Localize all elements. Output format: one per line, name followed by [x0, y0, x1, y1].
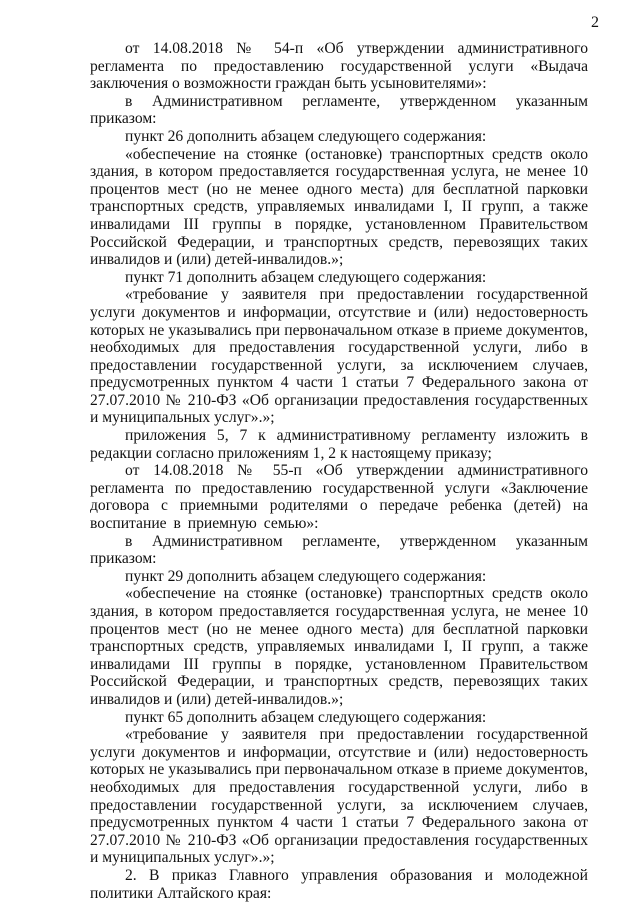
paragraph: 2. В приказ Главного управления образования и молодежной политики Алтайского края:	[90, 866, 588, 902]
paragraph: в Административном регламенте, утвержденном указанным приказом:	[90, 92, 588, 128]
paragraph: пункт 26 дополнить абзацем следующего содержания:	[125, 127, 487, 145]
paragraph: «требование у заявителя при предоставлении государственной услуги документов и информации, отсутствие и (или) недостоверность которых не указывались при первоначальном отказе в приеме документов, необходимых для предоставления государственной услуги, либо в предоставлении государственной услуги, за исключением случаев, предусмотренных пунктом 4 части 1 статьи 7 Федерального закона от 27.07.2010 № 210-ФЗ «Об организации предоставления государственных и муниципальных услуг».»;	[90, 286, 588, 427]
paragraph: от 14.08.2018 № 54-п «Об утверждении административного регламента по предоставлению государственной услуги «Выдача заключения о возможности граждан быть усыновителями»:	[90, 40, 588, 93]
document-body	[90, 40, 588, 902]
paragraph: пункт 71 дополнить абзацем следующего содержания:	[125, 268, 487, 286]
paragraph: от 14.08.2018 № 55-п «Об утверждении административного регламента по предоставлению государственной услуги «Заключение договора с приемными родителями о передаче ребенка (детей) на воспитание в приемную семью»:	[90, 462, 588, 533]
paragraph: «обеспечение на стоянке (остановке) транспортных средств около здания, в котором предоставляется государственная услуга, не менее 10 процентов мест (но не менее одного места) для бесплатной парковки транспортных средств, управляемых инвалидами I, II групп, а также инвалидами III группы в порядке, установленном Правительством Российской Федерации, и транспортных средств, перевозящих таких инвалидов и (или) детей-инвалидов.»;	[90, 145, 588, 269]
paragraph: «обеспечение на стоянке (остановке) транспортных средств около здания, в котором предоставляется государственная услуга, не менее 10 процентов мест (но не менее одного места) для бесплатной парковки транспортных средств, управляемых инвалидами I, II групп, а также инвалидами III группы в порядке, установленном Правительством Российской Федерации, и транспортных средств, перевозящих таких инвалидов и (или) детей-инвалидов.»;	[90, 585, 588, 708]
paragraph: в Административном регламенте, утвержденном указанным приказом:	[90, 532, 588, 568]
paragraph: «требование у заявителя при предоставлении государственной услуги документов и информации, отсутствие и (или) недостоверность которых не указывались при первоначальном отказе в приеме документов, необходимых для предоставления государственной услуги, либо в предоставлении государственной услуги, за исключением случаев, предусмотренных пунктом 4 части 1 статьи 7 Федерального закона от 27.07.2010 № 210-ФЗ «Об организации предоставления государственных и муниципальных услуг».»;	[90, 726, 588, 867]
paragraph: пункт 29 дополнить абзацем следующего содержания:	[125, 567, 487, 585]
paragraph: пункт 65 дополнить абзацем следующего содержания:	[125, 708, 487, 726]
page-number: 2	[591, 14, 599, 31]
paragraph: приложения 5, 7 к административному регламенту изложить в редакции согласно приложениям 1, 2 к настоящему приказу;	[90, 427, 588, 462]
